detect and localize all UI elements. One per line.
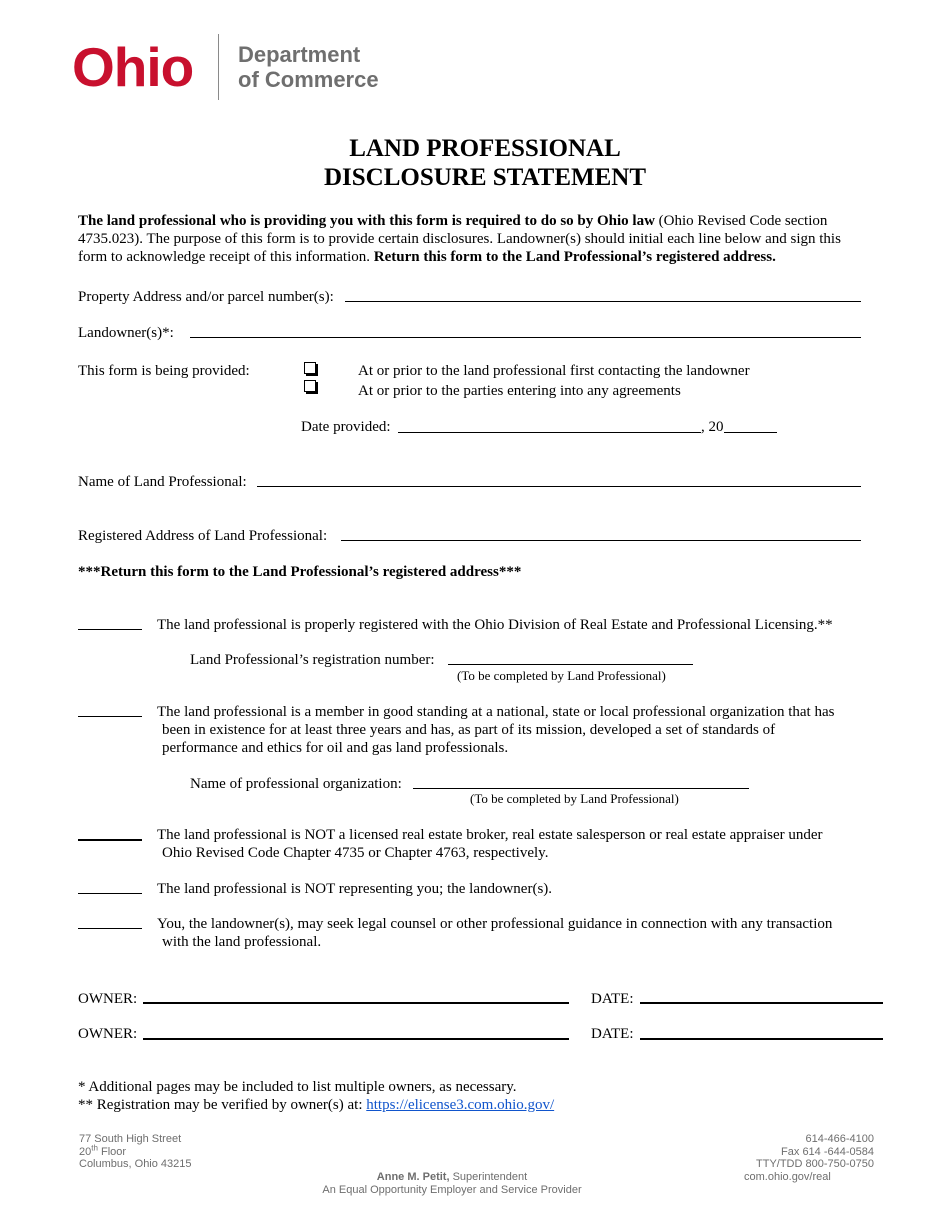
owner-label-1: OWNER: bbox=[78, 991, 138, 1007]
footer-tty: TTY/TDD 800-750-0750 bbox=[756, 1158, 874, 1170]
intro-body: (Ohio Revised Code section 4735.023). The purpose of this form is to provide certain disclosures. Landowner(s) should initial each line below and sign this form to acknowledge receipt of this information. bbox=[78, 213, 841, 265]
owner-signature-field-2[interactable] bbox=[143, 1038, 569, 1040]
footer-website[interactable]: com.ohio.gov/real bbox=[744, 1170, 831, 1183]
disclosure-member-line3: performance and ethics for oil and gas land professionals. bbox=[162, 740, 509, 756]
landowners-field[interactable] bbox=[190, 337, 861, 338]
footer-address bbox=[79, 1133, 192, 1171]
intro-bold-lead: The land professional who is providing you with this form is required to do so by Ohio law bbox=[78, 213, 655, 229]
property-address-label: Property Address and/or parcel number(s): bbox=[78, 289, 334, 305]
option-first-contact: At or prior to the land professional first contacting the landowner bbox=[358, 363, 750, 379]
checkbox-agreements[interactable] bbox=[304, 380, 316, 392]
date-year-prefix: , 20 bbox=[701, 419, 724, 435]
disclosure-not-licensed-line2: Ohio Revised Code Chapter 4735 or Chapter 4763, respectively. bbox=[162, 845, 549, 861]
form-provided-label: This form is being provided: bbox=[78, 363, 250, 379]
initial-line-not-representing[interactable] bbox=[78, 893, 142, 894]
initial-line-registered[interactable] bbox=[78, 629, 142, 630]
organization-label: Name of professional organization: bbox=[190, 776, 402, 792]
date-provided-label: Date provided: bbox=[301, 419, 391, 435]
land-professional-name-label: Name of Land Professional: bbox=[78, 474, 247, 490]
footer-phone: 614-466-4100 bbox=[805, 1133, 874, 1145]
footer-street: 77 South High Street bbox=[79, 1133, 182, 1145]
checkbox-first-contact[interactable] bbox=[304, 362, 316, 374]
registered-address-field[interactable] bbox=[341, 540, 861, 541]
option-agreements: At or prior to the parties entering into any agreements bbox=[358, 383, 681, 399]
note-registration-prefix: ** Registration may be verified by owner(s) at: bbox=[78, 1097, 367, 1113]
intro-bold-tail: Return this form to the Land Professional’s registered address. bbox=[373, 249, 776, 265]
date-provided-field[interactable] bbox=[398, 432, 701, 433]
date-label-2: DATE: bbox=[591, 1026, 634, 1042]
disclosure-legal-counsel-line2: with the land professional. bbox=[162, 934, 322, 950]
note-registration bbox=[78, 1096, 554, 1114]
owner-signature-field-1[interactable] bbox=[143, 1002, 569, 1004]
landowners-label: Landowner(s)*: bbox=[78, 325, 174, 341]
footer-city: Columbus, Ohio 43215 bbox=[79, 1158, 192, 1170]
elicense-link[interactable]: https://elicense3.com.ohio.gov/ bbox=[366, 1097, 555, 1113]
organization-field[interactable] bbox=[413, 788, 749, 789]
date-label-1: DATE: bbox=[591, 991, 634, 1007]
disclosure-not-licensed-line1: The land professional is NOT a licensed real estate broker, real estate salesperson or real estate appraiser under bbox=[157, 827, 823, 843]
disclosure-registered: The land professional is properly registered with the Ohio Division of Real Estate and Professional Licensing.** bbox=[157, 617, 833, 633]
registration-number-label: Land Professional’s registration number: bbox=[190, 652, 435, 668]
disclosure-not-representing: The land professional is NOT representing you; the landowner(s). bbox=[157, 881, 553, 897]
ohio-logo-text: Ohio bbox=[72, 36, 194, 96]
footer-equal-opportunity: An Equal Opportunity Employer and Service Provider bbox=[322, 1183, 582, 1196]
registration-number-field[interactable] bbox=[448, 664, 693, 665]
department-line1: Department bbox=[238, 42, 361, 67]
owner-label-2: OWNER: bbox=[78, 1026, 138, 1042]
title-line1: LAND PROFESSIONAL bbox=[349, 135, 621, 162]
initial-line-not-licensed[interactable] bbox=[78, 839, 142, 841]
disclosure-legal-counsel-line1: You, the landowner(s), may seek legal counsel or other professional guidance in connection with any transaction bbox=[157, 916, 833, 932]
department-name bbox=[238, 42, 379, 92]
owner-date-field-1[interactable] bbox=[640, 1002, 883, 1004]
ohio-logo-mark bbox=[72, 34, 207, 96]
date-year-field[interactable] bbox=[724, 432, 777, 433]
owner-date-field-2[interactable] bbox=[640, 1038, 883, 1040]
disclosure-member-line1: The land professional is a member in good standing at a national, state or local professional organization that has bbox=[157, 704, 835, 720]
logo-divider bbox=[218, 34, 219, 100]
footer-superintendent: Anne M. Petit, Superintendent bbox=[376, 1171, 528, 1183]
disclosure-member-line2: been in existence for at least three years and has, as part of its mission, developed a set of standards of bbox=[162, 722, 776, 738]
initial-line-member[interactable] bbox=[78, 716, 142, 717]
completed-note-1: (To be completed by Land Professional) bbox=[457, 668, 666, 683]
initial-line-legal-counsel[interactable] bbox=[78, 928, 142, 929]
return-notice: ***Return this form to the Land Professional’s registered address*** bbox=[78, 564, 522, 580]
note-additional-pages: * Additional pages may be included to list multiple owners, as necessary. bbox=[78, 1079, 517, 1095]
footer-floor: 20th Floor bbox=[79, 1142, 127, 1158]
page-title bbox=[0, 134, 950, 192]
ohio-logo bbox=[72, 34, 207, 96]
department-line2: of Commerce bbox=[238, 67, 379, 92]
footer-contact bbox=[700, 1133, 874, 1183]
footer-fax: Fax 614 -644-0584 bbox=[781, 1145, 874, 1158]
land-professional-name-field[interactable] bbox=[257, 486, 861, 487]
property-address-field[interactable] bbox=[345, 301, 861, 302]
title-line2: DISCLOSURE STATEMENT bbox=[323, 164, 647, 191]
registered-address-label: Registered Address of Land Professional: bbox=[78, 528, 328, 544]
completed-note-2: (To be completed by Land Professional) bbox=[470, 791, 679, 806]
intro-paragraph bbox=[78, 212, 868, 266]
